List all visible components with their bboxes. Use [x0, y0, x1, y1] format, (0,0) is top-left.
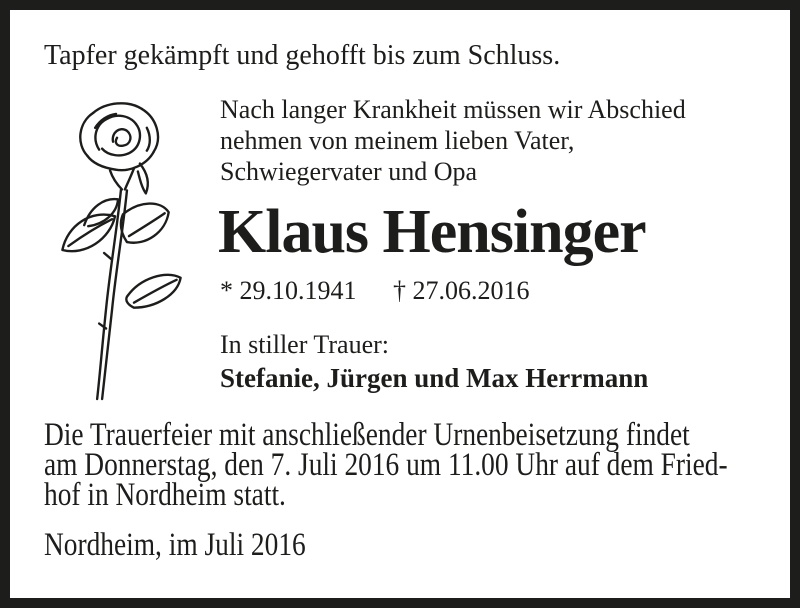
intro-line: Nach langer Krankheit müssen wir Abschied [220, 95, 686, 124]
mourners-names: Stefanie, Jürgen und Max Herrmann [220, 363, 649, 393]
funeral-line: hof in Nordheim statt. [44, 477, 286, 513]
intro-text [220, 94, 686, 187]
death-date: † 27.06.2016 [393, 276, 530, 305]
intro-line: nehmen von meinem lieben Vater, [220, 126, 575, 155]
deceased-name: Klaus Hensinger [218, 198, 646, 266]
rose-icon [50, 98, 190, 406]
funeral-info [44, 417, 728, 513]
tagline-text: Tapfer gekämpft und gehofft bis zum Schluss. [44, 40, 561, 71]
mourning-label: In stiller Trauer: [220, 330, 389, 359]
life-dates [220, 276, 530, 306]
funeral-line: am Donnerstag, den 7. Juli 2016 um 11.00 Uhr auf dem Fried- [44, 447, 728, 483]
closing-line: Nordheim, im Juli 2016 [44, 527, 306, 563]
intro-line: Schwiegervater und Opa [220, 157, 478, 186]
funeral-line: Die Trauerfeier mit anschließender Urnenbeisetzung findet [44, 417, 690, 453]
birth-date: * 29.10.1941 [220, 276, 357, 305]
